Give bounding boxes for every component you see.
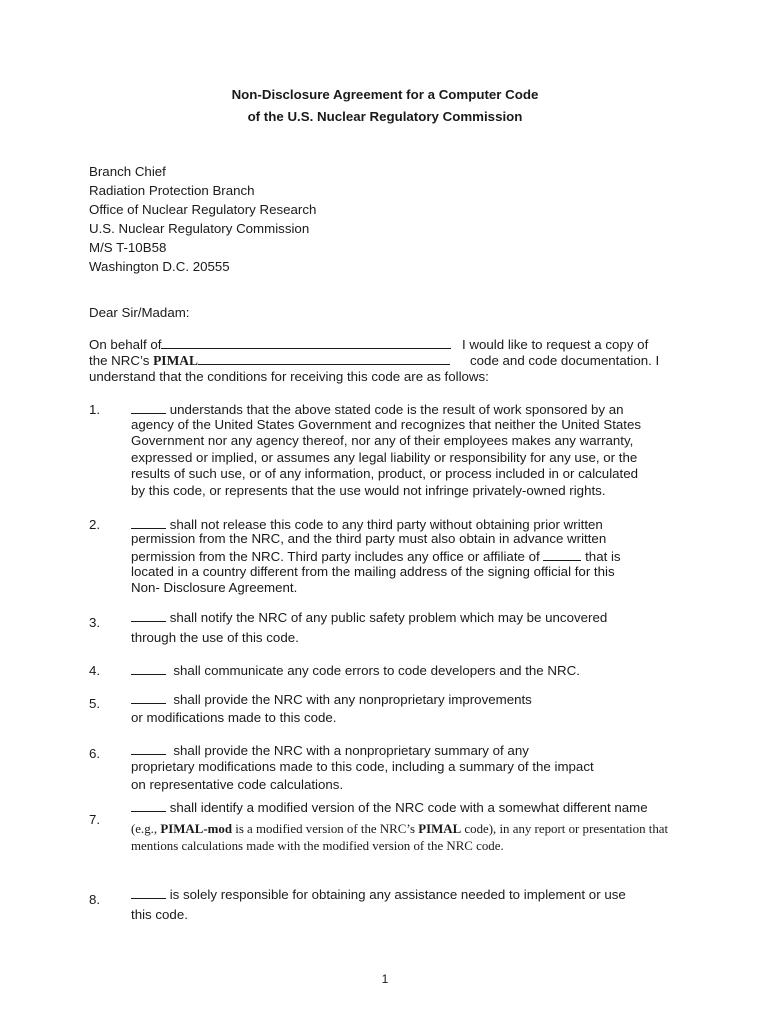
item-6-line: proprietary modifications made to this code, including a summary of the impact [131,759,594,774]
item-number: 7. [89,812,101,827]
item-1-line: understands that the above stated code is the result of work sponsored by an [131,401,624,419]
item-1-line: results of such use, or of any information, product, or process included in or calculated [131,466,639,481]
document-title-line-2: of the U.S. Nuclear Regulatory Commission [247,109,523,124]
item-7-line: shall identify a modified version of the NRC code with a somewhat different name [131,799,648,817]
party-blank[interactable] [131,691,166,704]
item-8-line: this code. [131,907,188,922]
address-line: Washington D.C. 20555 [89,259,230,274]
party-blank[interactable] [131,609,166,622]
item-7-line: (e.g., PIMAL-mod is a modified version of the NRC’s PIMAL code), in any report or presentation that [131,822,669,836]
intro-line-3: understand that the conditions for receiving this code are as follows: [89,369,489,384]
item-1-line: by this code, or represents that the use would not infringe privately-owned rights. [131,483,606,498]
party-blank[interactable] [131,886,166,899]
item-1-line: Government nor any agency thereof, nor any of their employees makes any warranty, [131,433,634,448]
item-number: 4. [89,663,101,678]
code-name-blank[interactable] [198,352,450,365]
address-line: Office of Nuclear Regulatory Research [89,202,317,217]
party-blank[interactable] [131,799,166,812]
item-number: 5. [89,696,101,711]
page-number: 1 [381,972,389,986]
item-number: 1. [89,402,101,417]
item-4-line: shall communicate any code errors to code developers and the NRC. [131,662,580,680]
item-5-line: shall provide the NRC with any nonproprietary improvements [131,691,532,709]
address-line: Radiation Protection Branch [89,183,255,198]
address-line: U.S. Nuclear Regulatory Commission [89,221,310,236]
party-blank[interactable] [131,662,166,675]
party-blank[interactable] [131,516,166,529]
item-1-line: agency of the United States Government and recognizes that neither the United States [131,417,642,432]
item-2-line: shall not release this code to any third party without obtaining prior written [131,516,603,534]
party-blank[interactable] [131,401,166,414]
party-blank[interactable] [543,548,581,561]
item-7-line: mentions calculations made with the modified version of the NRC code. [131,839,504,853]
item-3-line: shall notify the NRC of any public safety problem which may be uncovered [131,609,607,627]
address-line: M/S T-10B58 [89,240,167,255]
intro-nrcs: the NRC’s [89,353,150,368]
item-number: 8. [89,892,101,907]
item-3-line: through the use of this code. [131,630,299,645]
item-2-line: Non- Disclosure Agreement. [131,580,298,595]
document-title-line-1: Non-Disclosure Agreement for a Computer Code [231,87,539,102]
intro-request: I would like to request a copy of [462,337,649,352]
item-2-line: located in a country different from the mailing address of the signing official for this [131,564,615,579]
item-1-line: expressed or implied, or assumes any legal liability or responsibility for any use, or the [131,450,638,465]
item-2-line: permission from the NRC, and the third party must also obtain in advance written [131,531,607,546]
party-blank[interactable] [131,742,166,755]
item-number: 3. [89,615,101,630]
item-number: 2. [89,517,101,532]
code-name: PIMAL [153,353,199,368]
organization-blank[interactable] [161,336,451,349]
item-8-line: is solely responsible for obtaining any assistance needed to implement or use [131,886,626,904]
salutation: Dear Sir/Madam: [89,305,190,320]
item-6-line: on representative code calculations. [131,777,344,792]
item-number: 6. [89,746,101,761]
item-5-line: or modifications made to this code. [131,710,337,725]
item-6-line: shall provide the NRC with a nonproprietary summary of any [131,742,529,760]
intro-code-doc: code and code documentation. I [470,353,660,368]
item-2-line: permission from the NRC. Third party includes any office or affiliate of that is [131,549,621,564]
intro-on-behalf: On behalf of [89,337,162,352]
address-line: Branch Chief [89,164,166,179]
